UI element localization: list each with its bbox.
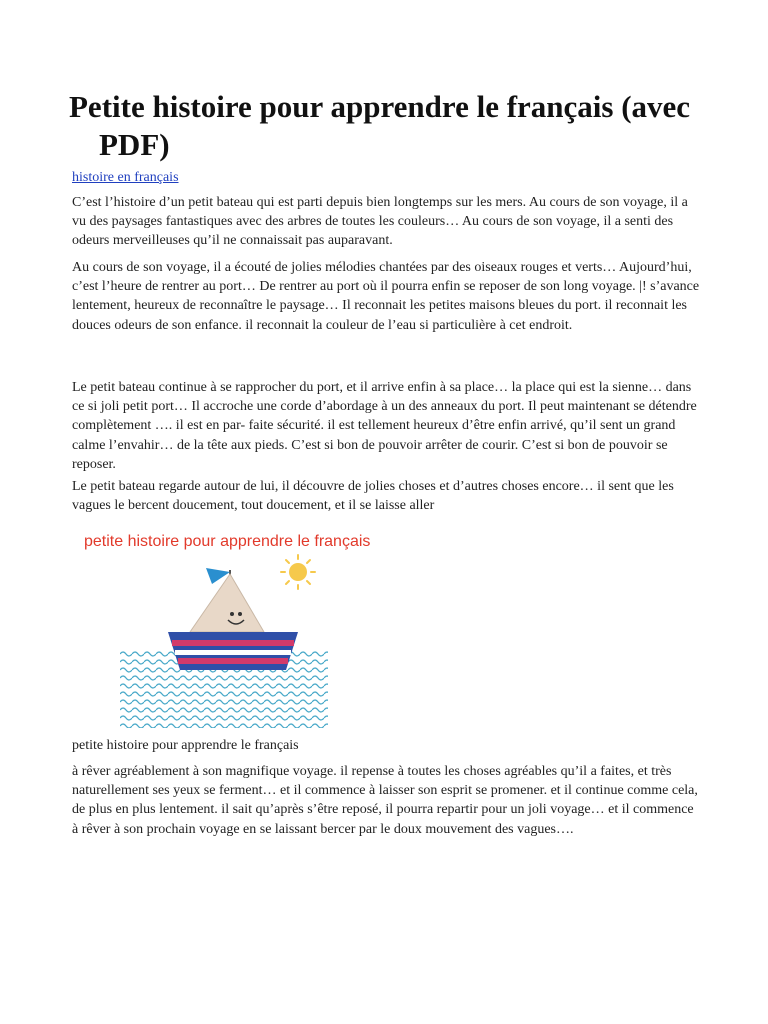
boat-hull-icon — [168, 632, 298, 670]
paragraph-3: Le petit bateau continue à se rapprocher du port, et il arrive enfin à sa place… la place qui est la sienne… dans ce si joli petit port… Il accroche une corde d’abordage à un des anneaux du port. Il peut maintenant se détendre complètement …. il est en par- faite sécurité. il est tellement heureux d’être enfin arrivé, qu’il sent un grand calme l’envahir… de la tête aux pieds. C’est si bon de pouvoir arrêter de courir. C’est si bon de pouvoir se reposer. — [72, 380, 697, 472]
paragraph-4: Le petit bateau regarde autour de lui, il découvre de jolies choses et d’autres choses encore… il sent que les vagues le bercent doucement, tout doucement, et il se laisse aller — [72, 479, 674, 514]
paragraph-1: C’est l’histoire d’un petit bateau qui est parti depuis bien longtemps sur les mers. Au cours de son voyage, il a vu des paysages fantastiques avec des arbres de toutes les couleurs… Au cours de son voyage, il a senti des odeurs merveilleuses qu’il ne connaissait pas auparavant. — [72, 195, 688, 249]
sun-icon — [281, 555, 315, 589]
boat-illustration-svg — [72, 522, 392, 730]
paragraph-5: à rêver agréablement à son magnifique voyage. il repense à toutes les choses agréables qu’il a faites, et très naturellement ses yeux se ferment… et il commence à laisser son esprit se promener. et il continue comme cela, de plus en plus lentement. il sait qu’après s’être reposé, il pourra repartir pour un joli voyage… et il commence à rêver à son prochain voyage en se laissant bercer par le doux mouvement des vagues…. — [72, 764, 698, 837]
page-title: Petite histoire pour apprendre le français (avec PDF) — [69, 89, 691, 162]
paragraph-2: Au cours de son voyage, il a écouté de jolies mélodies chantées par des oiseaux rouges et verts… Aujourd’hui, c’est l’heure de rentrer au port… De rentrer au port où il pourra enfin se reposer de son long voyage. |! s’avance lentement, heureux de reconnaître le paysage… Il reconnait les petites maisons bleues du port. il reconnait les douces odeurs de son enfance. il reconnait la couleur de l’eau si particulière à cet endroit. — [72, 260, 700, 333]
illustration-title: petite histoire pour apprendre le français — [84, 533, 371, 550]
category-link[interactable]: histoire en français — [72, 170, 179, 185]
boat-illustration — [72, 522, 392, 730]
illustration-caption: petite histoire pour apprendre le français — [72, 738, 299, 753]
sail-icon — [190, 574, 264, 632]
